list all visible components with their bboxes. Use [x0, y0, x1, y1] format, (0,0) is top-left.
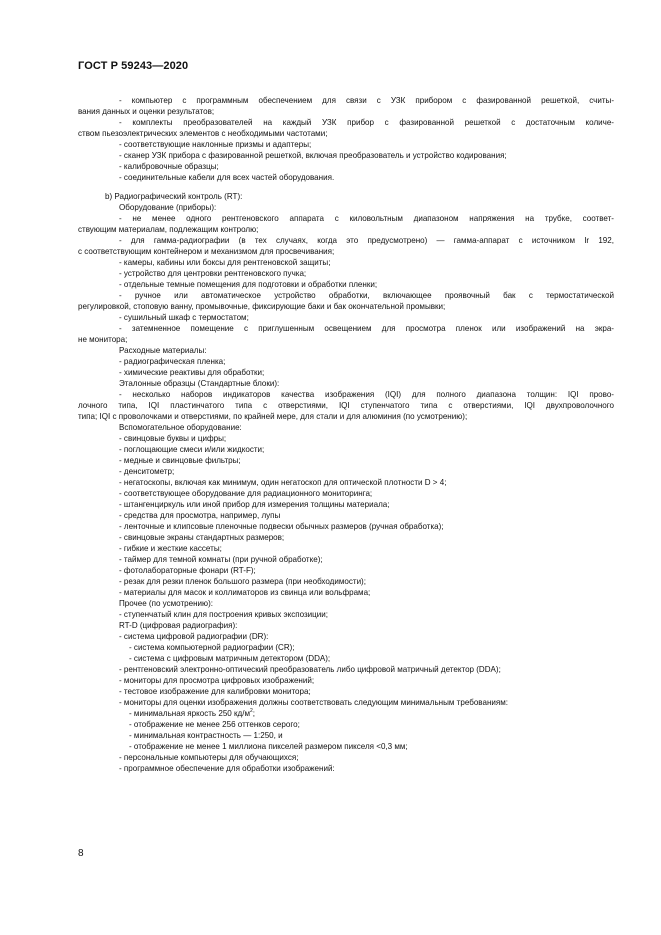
text-line: - мониторы для просмотра цифровых изображений; — [119, 676, 315, 685]
text-line: - резак для резки пленок большого размера (при необходимости); — [119, 577, 366, 586]
subheading: Эталонные образцы (Стандартные блоки): — [119, 379, 280, 388]
text-line: - гибкие и жесткие кассеты; — [119, 544, 222, 553]
text-line: - ленточные и клипсовые пленочные подвески обычных размеров (ручная обработка); — [119, 522, 444, 531]
text-line: лочного типа, IQI пластинчатого типа с отверстиями, IQI ступенчатого типа с отверстиями, IQI двухпроволочного — [78, 401, 614, 410]
page-number: 8 — [78, 848, 84, 859]
subheading: Прочее (по усмотрению): — [119, 599, 213, 608]
text-line: - поглощающие смеси и/или жидкости; — [119, 445, 265, 454]
superscript: 2 — [250, 707, 253, 714]
text-line: - радиографическая пленка; — [119, 357, 226, 366]
text-fragment: ; — [252, 709, 256, 718]
text-line: - затемненное помещение с приглушенным освещением для просмотра пленок или изображений на экра- — [119, 324, 614, 333]
text-line: - минимальная контрастность — 1:250, и — [129, 731, 283, 740]
text-line: - сканер УЗК прибора с фазированной решеткой, включая преобразователь и устройство кодирования; — [119, 151, 507, 160]
text-line: - ступенчатый клин для построения кривых экспозиции; — [119, 610, 328, 619]
text-line: - отображение не менее 1 миллиона пикселей размером пикселя <0,3 мм; — [129, 742, 408, 751]
text-line: - калибровочные образцы; — [119, 162, 219, 171]
text-line: ствующим материалам, подлежащим контролю; — [78, 225, 259, 234]
text-line: - ручное или автоматическое устройство обработки, включающее проявочный бак с термостатической — [119, 291, 614, 300]
text-line: вания данных и оценки результатов; — [78, 107, 215, 116]
text-line: - средства для просмотра, например, лупы — [119, 511, 281, 520]
text-line: - система с цифровым матричным детектором (DDA); — [129, 654, 331, 663]
text-line: - соединительные кабели для всех частей оборудования. — [119, 173, 335, 182]
text-line: - несколько наборов индикаторов качества изображения (IQI) для полного диапазона толщин: IQI прово- — [119, 390, 614, 399]
text-fragment: - минимальная яркость 250 кд/м — [129, 709, 250, 718]
text-line: - денситометр; — [119, 467, 175, 476]
text-line: - система компьютерной радиографии (CR); — [129, 643, 295, 652]
text-line: - отдельные темные помещения для подготовки и обработки пленки; — [119, 280, 378, 289]
text-line: - негатоскопы, включая как минимум, один негатоскоп для оптической плотности D > 4; — [119, 478, 447, 487]
text-line: - химические реактивы для обработки; — [119, 368, 265, 377]
text-line: - тестовое изображение для калибровки монитора; — [119, 687, 311, 696]
text-line: - фотолабораторные фонари (RT-F); — [119, 566, 256, 575]
text-line — [129, 708, 255, 719]
text-line: - система цифровой радиографии (DR): — [119, 632, 269, 641]
text-line: - соответствующее оборудование для радиационного мониторинга; — [119, 489, 373, 498]
text-line: - соответствующие наклонные призмы и адаптеры; — [119, 140, 312, 149]
text-line: - сушильный шкаф с термостатом; — [119, 313, 249, 322]
text-line: - не менее одного рентгеновского аппарата с киловольтным диапазоном напряжения на трубке, соответ- — [119, 214, 614, 223]
text-line: - отображение не менее 256 оттенков серого; — [129, 720, 300, 729]
text-line: - комплекты преобразователей на каждый УЗК прибор с фазированной решеткой с достаточным количе- — [119, 118, 614, 127]
text-line: - персональные компьютеры для обучающихся; — [119, 753, 299, 762]
text-line: - мониторы для оценки изображения должны соответствовать следующим минимальным требованиям: — [119, 698, 509, 707]
subheading: Расходные материалы: — [119, 346, 207, 355]
text-line: - свинцовые буквы и цифры; — [119, 434, 227, 443]
text-line: - устройство для центровки рентгеновского пучка; — [119, 269, 307, 278]
text-line: - программное обеспечение для обработки изображений: — [119, 764, 335, 773]
text-line: - компьютер с программным обеспечением для связи с УЗК прибором с фазированной решеткой, считы- — [119, 96, 614, 105]
subheading: RT-D (цифровая радиография): — [119, 621, 238, 630]
subheading: Оборудование (приборы): — [119, 203, 217, 212]
text-line: - материалы для масок и коллиматоров из свинца или вольфрама; — [119, 588, 371, 597]
text-line: - камеры, кабины или боксы для рентгеновской защиты; — [119, 258, 331, 267]
text-line: - медные и свинцовые фильтры; — [119, 456, 241, 465]
standard-header: ГОСТ Р 59243—2020 — [78, 60, 189, 72]
text-line: не монитора; — [78, 335, 128, 344]
text-line: - таймер для темной комнаты (при ручной обработке); — [119, 555, 323, 564]
text-line: - штангенциркуль или иной прибор для измерения толщины материала; — [119, 500, 390, 509]
text-line: - для гамма-радиографии (в тех случаях, когда это предусмотрено) — гамма-аппарат с источником Ir 192, — [119, 236, 614, 245]
text-line: регулировкой, стоповую ванну, промывочные, фиксирующие баки и бак окончательной промывки; — [78, 302, 446, 311]
text-line: ством пьезоэлектрических элементов с необходимыми частотами; — [78, 129, 328, 138]
subheading: Вспомогательное оборудование: — [119, 423, 242, 432]
text-line: с соответствующим контейнером и механизмом для просвечивания; — [78, 247, 335, 256]
text-line: - свинцовые экраны стандартных размеров; — [119, 533, 285, 542]
section-heading: b) Радиографический контроль (RT): — [105, 192, 243, 201]
text-line: типа; IQI с проволочками и отверстиями, по крайней мере, для стали и для алюминия (по усмотрению); — [78, 412, 468, 421]
text-line: - рентгеновский электронно-оптический преобразователь либо цифровой матричный детектор (DDA); — [119, 665, 501, 674]
